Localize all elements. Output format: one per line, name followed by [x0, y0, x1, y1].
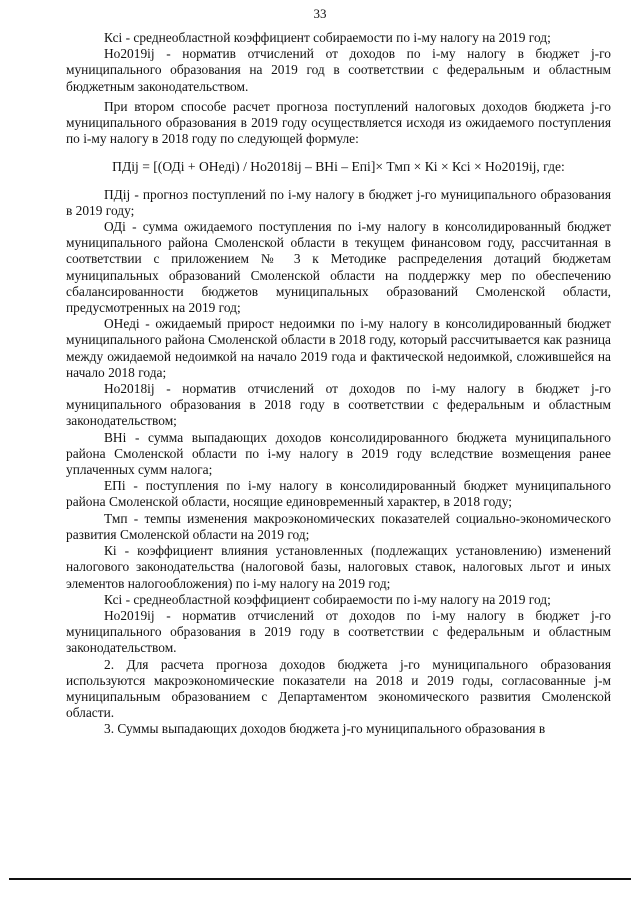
formula: ПДij = [(ОДi + ОНедi) / Но2018ij – ВНi – Епi]× Тмп × Кi × Ксi × Но2019ij, где:: [112, 159, 565, 175]
footer-divider: [9, 878, 631, 880]
paragraph-ks-coefficient: Ксi - среднеобластной коэффициент собираемости по i-му налогу на 2019 год;: [104, 30, 551, 45]
paragraph-norm-2018: Но2018ij - норматив отчислений от доходов по i-му налогу в бюджет j-го муниципального образования в 2018 году в соответствии с федеральным и областным законодательством;: [66, 381, 611, 429]
document-body: [66, 30, 611, 738]
page-number: 33: [313, 6, 327, 21]
paragraph-tmp: Тмп - темпы изменения макроэкономических показателей социально-экономического развития Смоленской области на 2019 год;: [66, 510, 611, 542]
paragraph-ks-repeat: Ксi - среднеобластной коэффициент собираемости по i-му налогу на 2019 год;: [104, 591, 551, 607]
paragraph-od: ОДi - сумма ожидаемого поступления по i-му налогу в консолидированный бюджет муниципального района Смоленской области в текущем финансовом году, рассчитанная в соответствии с приложением № 3 к Методике распределения дотаций бюджетам муниципальных образований Смоленской области на поддержку мер по обеспечению сбалансированности бюджетов муниципальных образований Смоленской области, предусмотренных на 2019 год;: [66, 219, 611, 316]
paragraph-vn: ВНi - сумма выпадающих доходов консолидированного бюджета муниципального района Смоленской области по i-му налогу в 2019 году вследствие возмещения ранее уплаченных сумм налога;: [66, 429, 611, 478]
paragraph-oned: ОНедi - ожидаемый прирост недоимки по i-му налогу в консолидированный бюджет муниципального района Смоленской области в 2018 году, который рассчитывается как разница между ожидаемой недоимкой на начало 2019 года и фактической недоимкой, сложившейся на начало 2018 года;: [66, 316, 611, 380]
paragraph-norm-2019: Но2019ij - норматив отчислений от доходов по i-му налогу в бюджет j-го муниципального образования на 2019 год в соответствии с федеральным и областным бюджетным законодательством.: [66, 46, 611, 94]
paragraph-item-3: 3. Суммы выпадающих доходов бюджета j-го муниципального образования в: [104, 721, 546, 737]
paragraph-item-2: 2. Для расчета прогноза доходов бюджета j-го муниципального образования используются макроэкономические показатели на 2018 и 2019 годы, согласованные j-м муниципальным образованием с Департаментом экономического развития Смоленской области.: [66, 656, 611, 721]
paragraph-pd: ПДij - прогноз поступлений по i-му налогу в бюджет j-го муниципального образования в 2019 году;: [66, 186, 611, 218]
paragraph-ep: ЕПi - поступления по i-му налогу в консолидированный бюджет муниципального района Смоленской области, носящие единовременный характер, в 2018 году;: [66, 478, 611, 510]
paragraph-second-method: При втором способе расчет прогноза поступлений налоговых доходов бюджета j-го муниципального образования в 2019 году осуществляется исходя из ожидаемого поступления по i-му налогу в 2018 году по следующей формуле:: [66, 98, 611, 147]
paragraph-norm-2019-repeat: Но2019ij - норматив отчислений от доходов по i-му налогу в бюджет j-го муниципального образования в 2019 году в соответствии с федеральным и областным законодательством.: [66, 607, 611, 656]
paragraph-k: Кi - коэффициент влияния установленных (подлежащих установлению) изменений налогового законодательства (налоговой базы, налоговых ставок, налоговых льгот и иных элементов налогообложения) по i-му налогу на 2019 год;: [66, 543, 611, 591]
